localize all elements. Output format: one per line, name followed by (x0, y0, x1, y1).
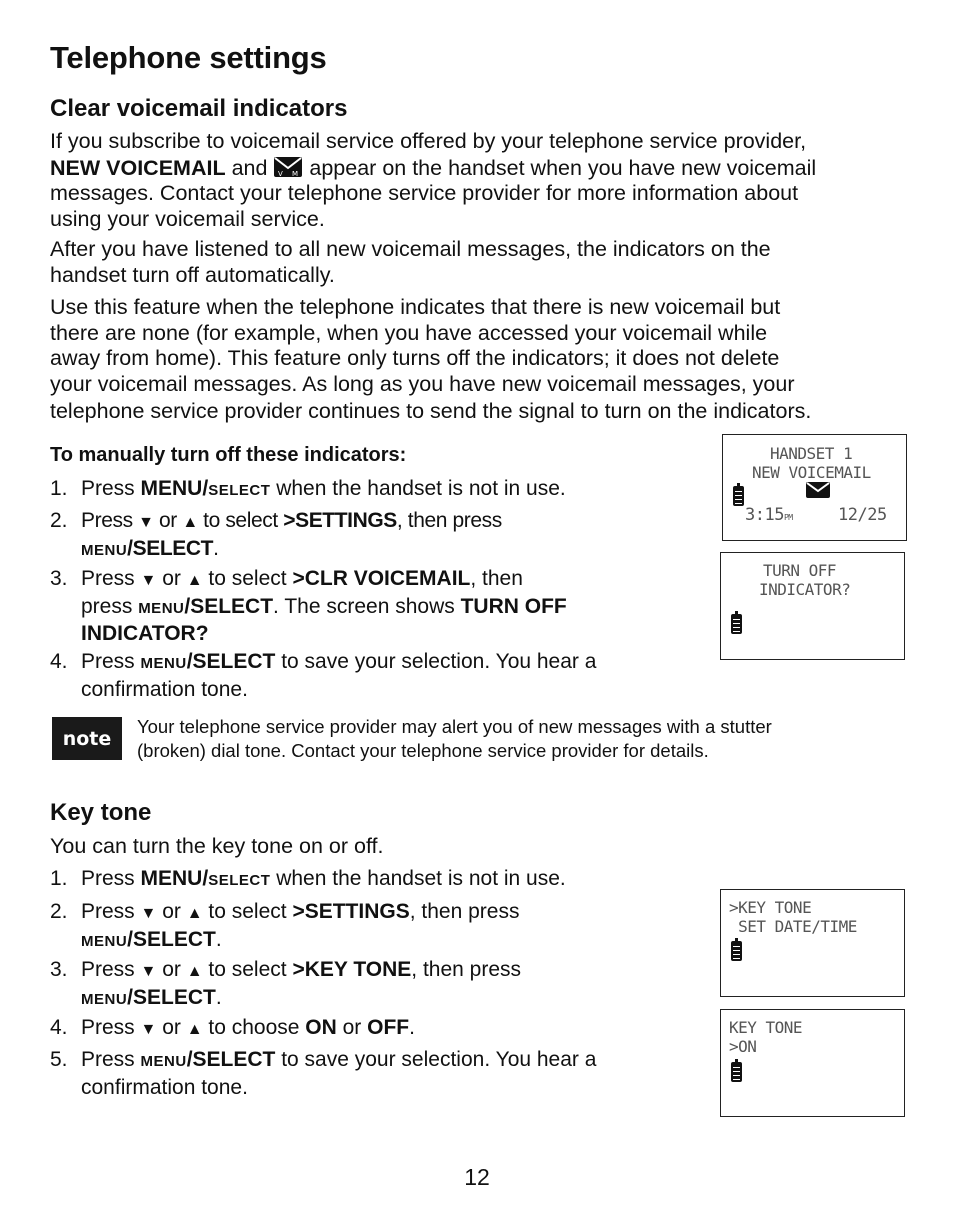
battery-icon (731, 941, 742, 961)
down-arrow-icon: ▼ (140, 1021, 157, 1038)
screen-line: SET DATE/TIME (729, 917, 857, 936)
battery-icon (733, 486, 744, 506)
screen-time: 3:15PM (745, 505, 793, 525)
handset-screen-key-tone-on (720, 1009, 905, 1117)
battery-icon (731, 1062, 742, 1082)
screen-date: 12/25 (838, 505, 887, 525)
p3-line2: there are none (for example, when you have accessed your voicemail while (50, 320, 768, 345)
paragraph-auto-off (50, 237, 910, 288)
handset-screen-key-tone-menu (720, 889, 905, 997)
section-heading-key-tone: Key tone (50, 799, 152, 826)
down-arrow-icon: ▼ (140, 572, 157, 589)
p3-line5: telephone service provider continues to send the signal to turn on the indicators. (50, 399, 812, 423)
screen-line: TURN OFF (763, 561, 837, 580)
screen-line: HANDSET 1 (770, 444, 853, 463)
down-arrow-icon: ▼ (140, 963, 157, 980)
up-arrow-icon: ▲ (182, 514, 198, 531)
p3-line3: away from home). This feature only turns off the indicators; it does not delete (50, 346, 780, 370)
voicemail-envelope-icon (273, 155, 303, 179)
p2-line2: handset turn off automatically. (50, 262, 335, 287)
down-arrow-icon: ▼ (138, 514, 154, 531)
p1-line2: NEW VOICEMAIL and V M appear on the handset when you have new voicemail (50, 155, 817, 180)
up-arrow-icon: ▲ (186, 963, 203, 980)
screen-line: INDICATOR? (759, 580, 851, 599)
paragraph-feature-use (50, 295, 910, 425)
p3-line1: Use this feature when the telephone indicates that there is new voicemail but (50, 295, 781, 319)
subheading-manual-off: To manually turn off these indicators: (50, 444, 407, 466)
page-title: Telephone settings (50, 40, 327, 75)
p1-line1: If you subscribe to voicemail service offered by your telephone service provider, (50, 129, 807, 153)
screen-line: >KEY TONE (729, 898, 812, 917)
paragraph-voicemail-intro (50, 129, 910, 232)
p2-line1: After you have listened to all new voicemail messages, the indicators on the (50, 237, 771, 261)
page-number: 12 (464, 1164, 490, 1190)
key-tone-intro: You can turn the key tone on or off. (50, 834, 384, 858)
svg-text:V: V (278, 169, 284, 178)
screen-line: >ON (729, 1037, 757, 1056)
svg-text:M: M (292, 169, 299, 178)
section-heading-clear-voicemail: Clear voicemail indicators (50, 95, 348, 122)
up-arrow-icon: ▲ (186, 572, 203, 589)
handset-screen-turn-off-indicator (720, 552, 905, 660)
p1-line4: using your voicemail service. (50, 206, 325, 231)
down-arrow-icon: ▼ (140, 905, 157, 922)
voicemail-envelope-icon (805, 481, 831, 499)
handset-screen-new-voicemail (722, 434, 907, 541)
p1-line3: messages. Contact your telephone service provider for more information about (50, 181, 799, 205)
screen-line: KEY TONE (729, 1018, 803, 1037)
note-badge: note (52, 717, 122, 760)
up-arrow-icon: ▲ (186, 1021, 203, 1038)
battery-icon (731, 614, 742, 634)
note-text: Your telephone service provider may alert you of new messages with a stutter (broken) dial tone. Contact your telephone service provider for details. (137, 716, 772, 761)
screen-line: NEW VOICEMAIL (752, 463, 871, 482)
up-arrow-icon: ▲ (186, 905, 203, 922)
p3-line4: your voicemail messages. As long as you have new voicemail messages, your (50, 371, 795, 396)
